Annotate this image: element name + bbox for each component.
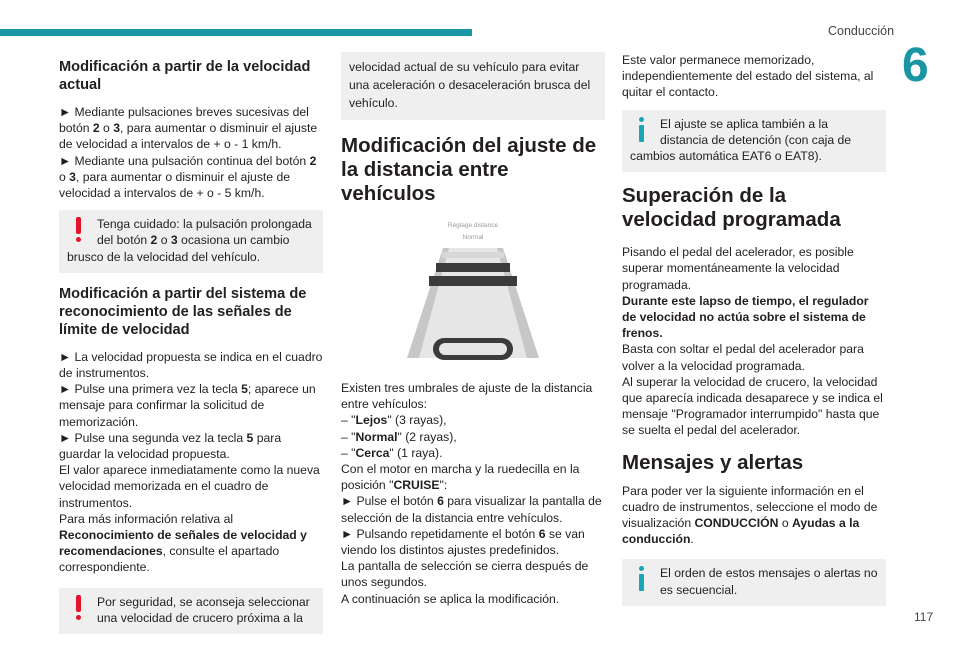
bold-text: 6 (437, 494, 444, 509)
paragraph: ► Mediante pulsaciones breves sucesivas del botón 2 o 3, para aumentar o disminuir el ajuste de velocidad a intervalos de + o - 1 km/h. ► Mediante una pulsación continua del botón 2 o 3, para aumentar o disminuir el ajuste de velocidad a intervalos de + o - 5 km/h. (59, 105, 318, 201)
paragraph: Este valor permanece memorizado, independientemente del estado del sistema, al quitar el contacto. (622, 53, 874, 100)
column-3 (622, 52, 886, 618)
bold-text: Reconocimiento de señales de velocidad y recomendaciones (59, 528, 307, 559)
illustration-title: Réglage distance (447, 222, 499, 229)
column-2 (341, 52, 605, 607)
page-number: 117 (914, 610, 934, 624)
warning-text: velocidad actual de su vehículo para evitar una aceleración o desaceleración brusca del vehículo. (349, 60, 591, 110)
info-icon (630, 117, 652, 139)
section-name: Conducción (828, 24, 895, 38)
info-text: El orden de estos mensajes o alertas no es secuencial. (660, 566, 878, 597)
bold-text: 2 (309, 153, 317, 168)
distance-bar-normal-1 (436, 263, 510, 272)
warning-icon (67, 595, 89, 617)
heading-distance-setting: Modificación del ajuste de la distancia entre vehículos (341, 134, 597, 205)
bold-text: Normal (355, 429, 398, 444)
warning-text: Tenga cuidado: la pulsación prolongada del botón 2 o 3 ocasiona un cambio brusco de la velocidad del vehículo. (67, 217, 312, 264)
warning-note (59, 210, 323, 273)
info-note (622, 559, 886, 605)
heading-current-speed: Modificación a partir de la velocidad actual (59, 59, 311, 93)
bold-text: 3 (170, 233, 178, 248)
heading-sign-recognition: Modificación a partir del sistema de reconocimiento de las señales de límite de velocidad (59, 285, 307, 338)
bold-text: 2 (92, 121, 100, 136)
warning-note-continued (341, 52, 605, 120)
bold-text: Lejos (355, 413, 388, 428)
info-text: El ajuste se aplica también a la distancia de detención (con caja de cambios automática EAT6 o EAT8). (630, 116, 852, 164)
bold-text: 5 (246, 430, 254, 445)
bold-text: Cerca (355, 445, 390, 460)
column-1 (59, 52, 323, 646)
info-icon (630, 566, 652, 588)
bold-text: 3 (69, 169, 76, 184)
heading-messages: Mensajes y alertas (622, 450, 804, 474)
paragraph: ► La velocidad propuesta se indica en el cuadro de instrumentos. ► Pulse una primera vez la tecla 5; aparece un mensaje para confirmar la solicitud de memorización. ► Pulse una segunda vez la tecla 5 para guardar la velocidad propuesta. El valor aparece inmediatamente como la nueva velocidad memorizada en el cuadro de instrumentos. Para más información relativa al Reconocimiento de señales de velocidad y recomendaciones, consulte el apartado correspondiente. (59, 349, 323, 575)
chapter-number: 6 (902, 39, 929, 92)
distance-bar-far (442, 252, 504, 258)
car-window (439, 343, 507, 355)
warning-icon (67, 217, 89, 239)
header-accent-bar (0, 29, 472, 36)
bold-text: Durante este lapso de tiempo, el regulador de velocidad no actúa sobre el sistema de frenos. (622, 293, 869, 341)
distance-setting-illustration (403, 218, 543, 368)
info-note (622, 110, 886, 173)
warning-note (59, 588, 323, 634)
bold-text: CRUISE (393, 478, 440, 493)
bold-text: 2 (150, 233, 158, 248)
warning-text: Por seguridad, se aconseja seleccionar una velocidad de crucero próxima a la (97, 594, 310, 625)
paragraph: Pisando el pedal del acelerador, es posible superar momentáneamente la velocidad programada. Durante este lapso de tiempo, el regulador de velocidad no actúa sobre el sistema de frenos. Basta con soltar el pedal del acelerador para volver a la velocidad programada. Al superar la velocidad de crucero, la velocidad que aparecía indicada desaparece y se indica el mensaje "Programador interrumpido" hasta que se suelta el pedal del acelerador. (622, 245, 883, 438)
bold-text: 3 (113, 121, 121, 136)
bold-text: 6 (538, 526, 546, 541)
bold-text: Ayudas a la conducción (622, 516, 860, 547)
bold-text: CONDUCCIÓN (694, 516, 779, 531)
paragraph: Existen tres umbrales de ajuste de la distancia entre vehículos: – "Lejos" (3 rayas), – "Normal" (2 rayas), – "Cerca" (1 raya). Con el motor en marcha y la ruedecilla en la posición "CRUISE": ► Pulse el botón 6 para visualizar la pantalla de selección de la distancia entre vehículos. ► Pulsando repetidamente el botón 6 se van viendo los distintos ajustes predefinidos. La pantalla de selección se cierra después de unos segundos. A continuación se aplica la modificación. (341, 381, 602, 606)
illustration-mode: Normal (462, 234, 484, 241)
bold-text: 5 (241, 382, 248, 397)
distance-bar-normal-2 (429, 276, 517, 286)
heading-exceeding-speed: Superación de la velocidad programada (622, 184, 841, 232)
paragraph: Para poder ver la siguiente información en el cuadro de instrumentos, seleccione el modo de visualización CONDUCCIÓN o Ayudas a la conducción. (622, 483, 878, 547)
